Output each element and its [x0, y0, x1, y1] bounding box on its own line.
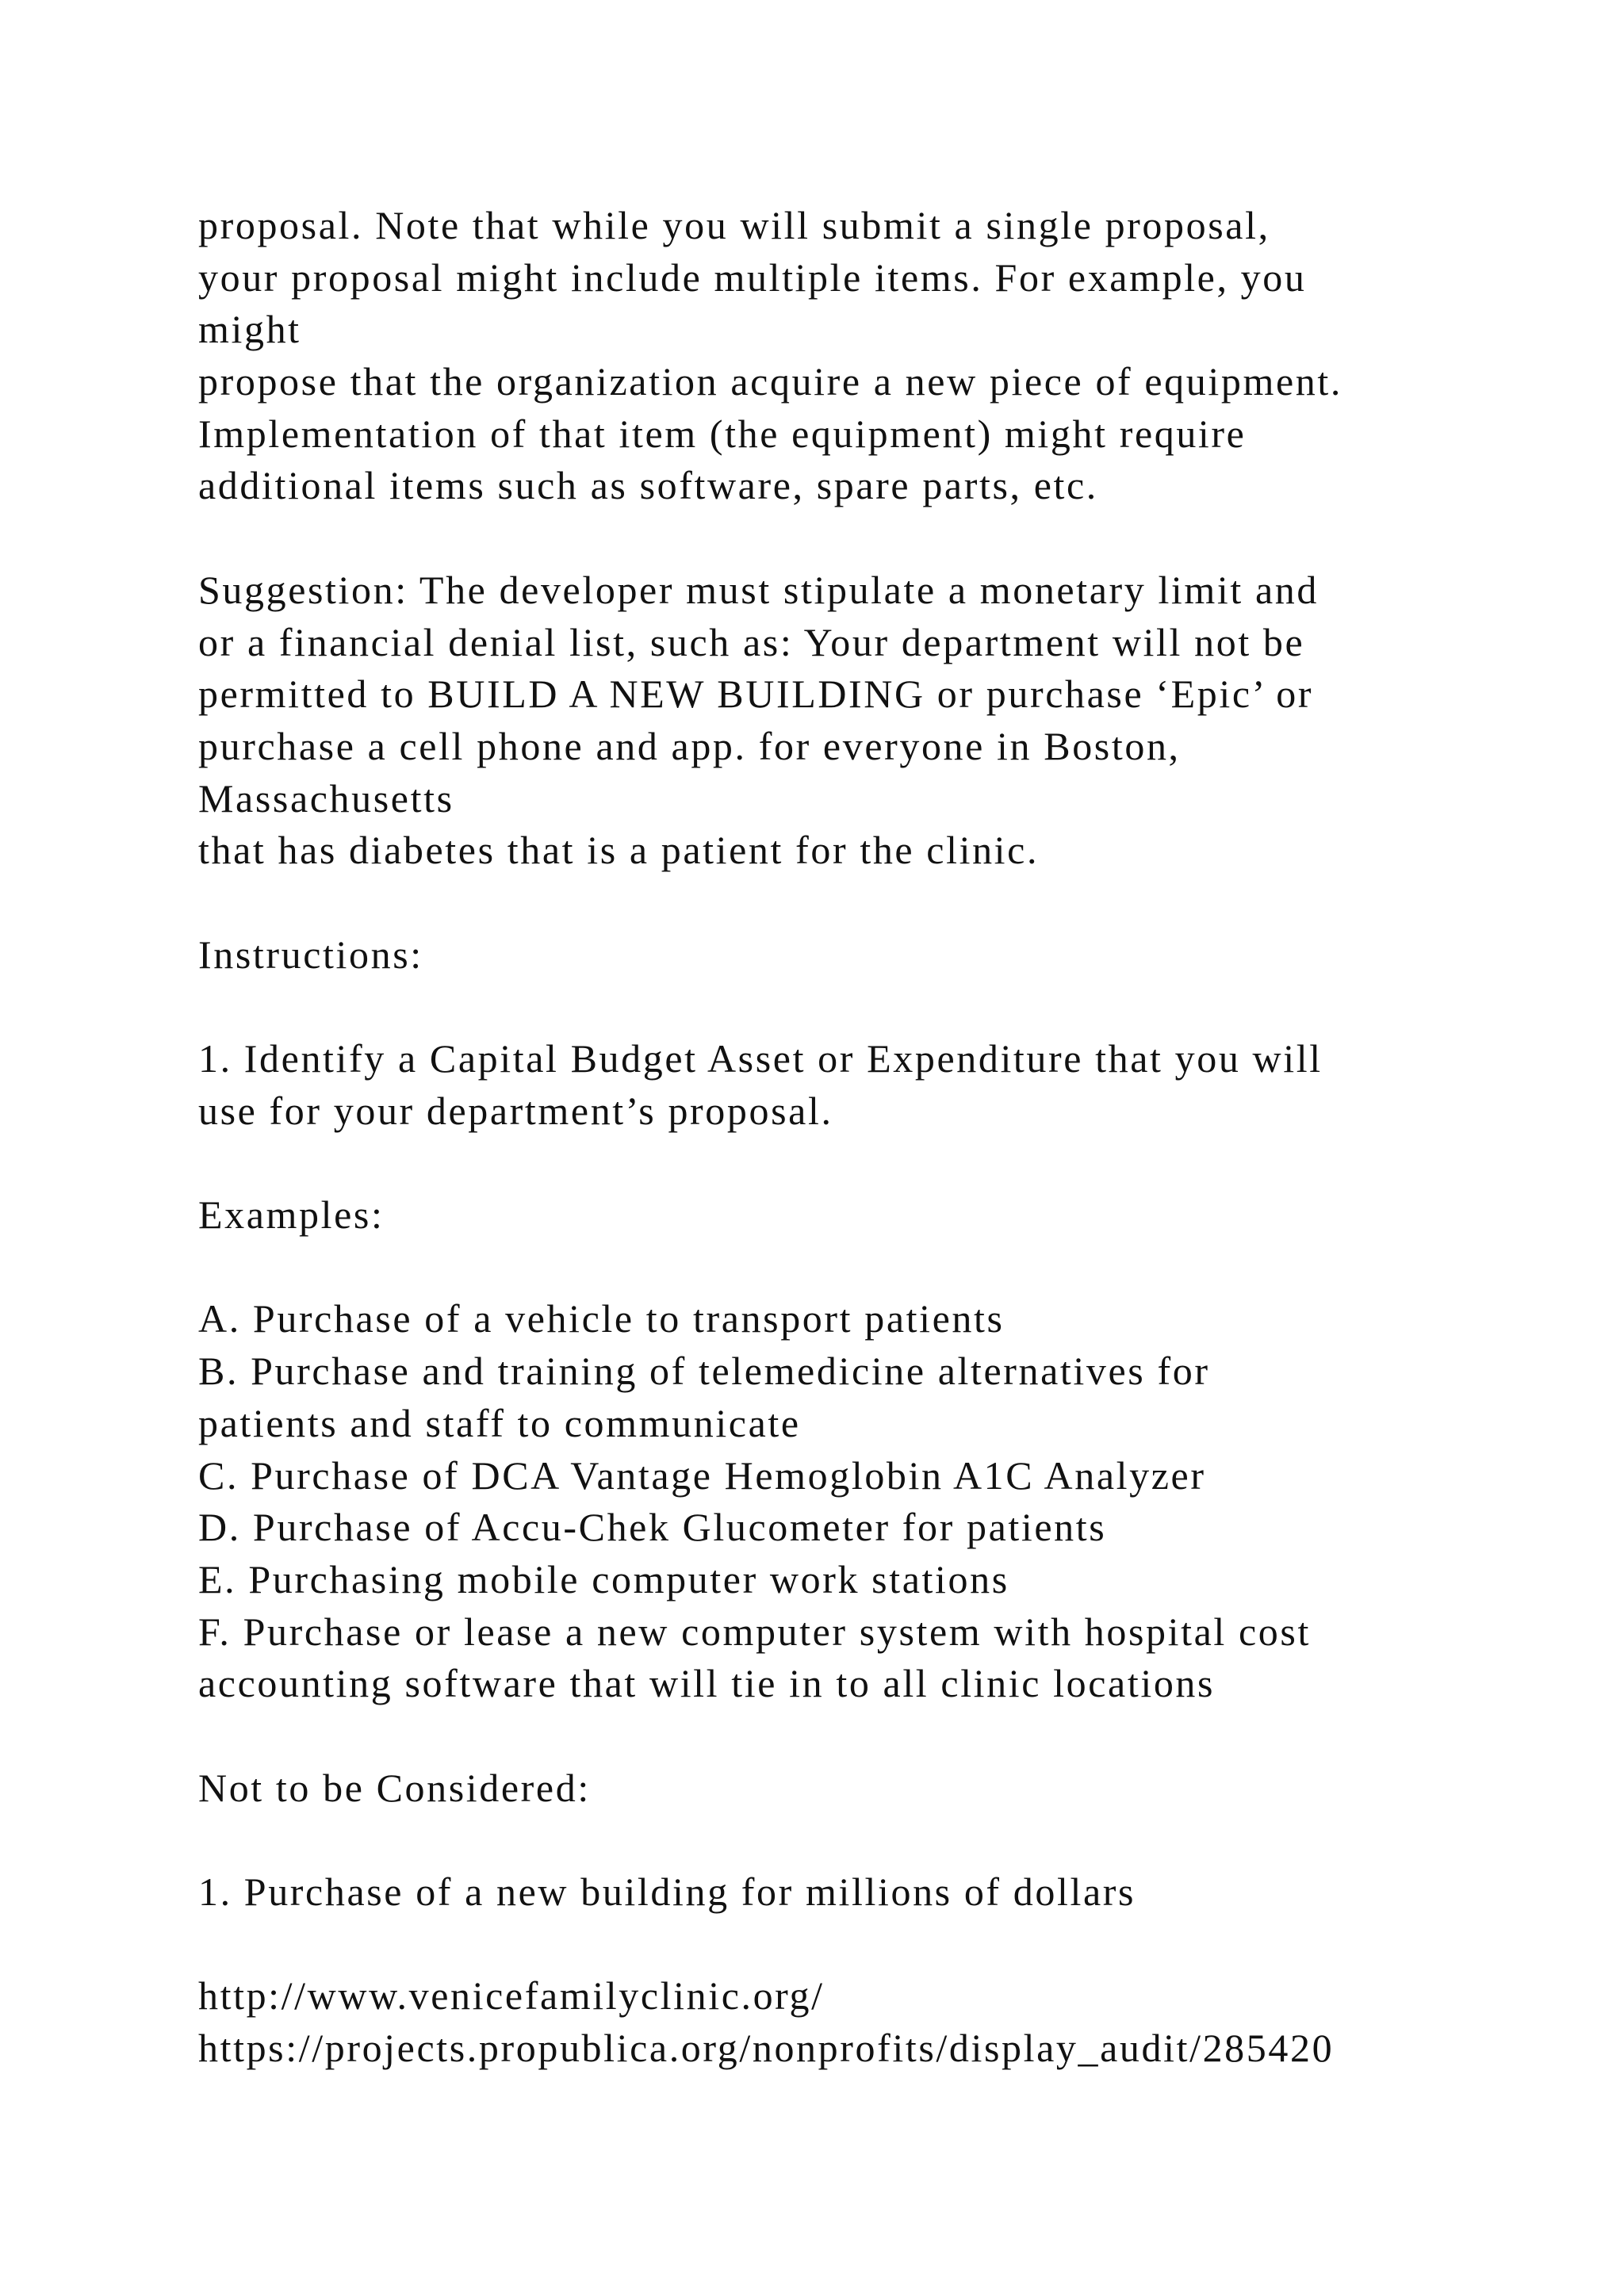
example-item: F. Purchase or lease a new computer system with hospital cost: [198, 1609, 1311, 1654]
paragraph-spacer: [198, 1919, 1610, 1971]
paragraph-spacer: [198, 981, 1610, 1033]
example-item: A. Purchase of a vehicle to transport patients: [198, 1296, 1005, 1341]
paragraph-spacer: [198, 1710, 1610, 1762]
example-item: patients and staff to communicate: [198, 1400, 801, 1445]
reference-link: https://projects.propublica.org/nonprofits/display_audit/285420: [198, 2026, 1335, 2071]
suggestion-line: Massachusetts: [198, 775, 454, 821]
intro-line: propose that the organization acquire a new piece of equipment.: [198, 359, 1342, 404]
intro-line: might: [198, 307, 301, 352]
paragraph-spacer: [198, 1137, 1610, 1189]
instruction-line: use for your department’s proposal.: [198, 1088, 833, 1133]
paragraph-spacer: [198, 512, 1610, 564]
example-item: E. Purchasing mobile computer work stations: [198, 1556, 1009, 1601]
example-item: C. Purchase of DCA Vantage Hemoglobin A1C Analyzer: [198, 1452, 1206, 1498]
document-body: [198, 200, 1610, 2075]
suggestion-line: purchase a cell phone and app. for everyone in Boston,: [198, 723, 1181, 768]
example-item: B. Purchase and training of telemedicine alternatives for: [198, 1349, 1210, 1394]
suggestion-line: that has diabetes that is a patient for the clinic.: [198, 828, 1040, 873]
paragraph-spacer: [198, 877, 1610, 929]
suggestion-line: Suggestion: The developer must stipulate a monetary limit and: [198, 567, 1319, 612]
suggestion-line: permitted to BUILD A NEW BUILDING or purchase ‘Epic’ or: [198, 672, 1314, 717]
example-item: accounting software that will tie in to all clinic locations: [198, 1661, 1216, 1706]
intro-line: additional items such as software, spare parts, etc.: [198, 463, 1098, 508]
not-considered-heading: Not to be Considered:: [198, 1765, 591, 1810]
instructions-heading: Instructions:: [198, 932, 423, 977]
paragraph-spacer: [198, 1242, 1610, 1294]
instruction-line: 1. Identify a Capital Budget Asset or Expenditure that you will: [198, 1036, 1323, 1081]
paragraph-spacer: [198, 1814, 1610, 1866]
reference-link: http://www.venicefamilyclinic.org/: [198, 1973, 825, 2019]
examples-heading: Examples:: [198, 1192, 385, 1238]
not-considered-item: 1. Purchase of a new building for millions of dollars: [198, 1869, 1136, 1914]
suggestion-line: or a financial denial list, such as: Your department will not be: [198, 619, 1305, 664]
intro-line: Implementation of that item (the equipment) might require: [198, 411, 1247, 456]
intro-line: proposal. Note that while you will submit a single proposal,: [198, 203, 1270, 247]
example-item: D. Purchase of Accu-Chek Glucometer for patients: [198, 1505, 1107, 1550]
intro-line: your proposal might include multiple items. For example, you: [198, 254, 1307, 300]
